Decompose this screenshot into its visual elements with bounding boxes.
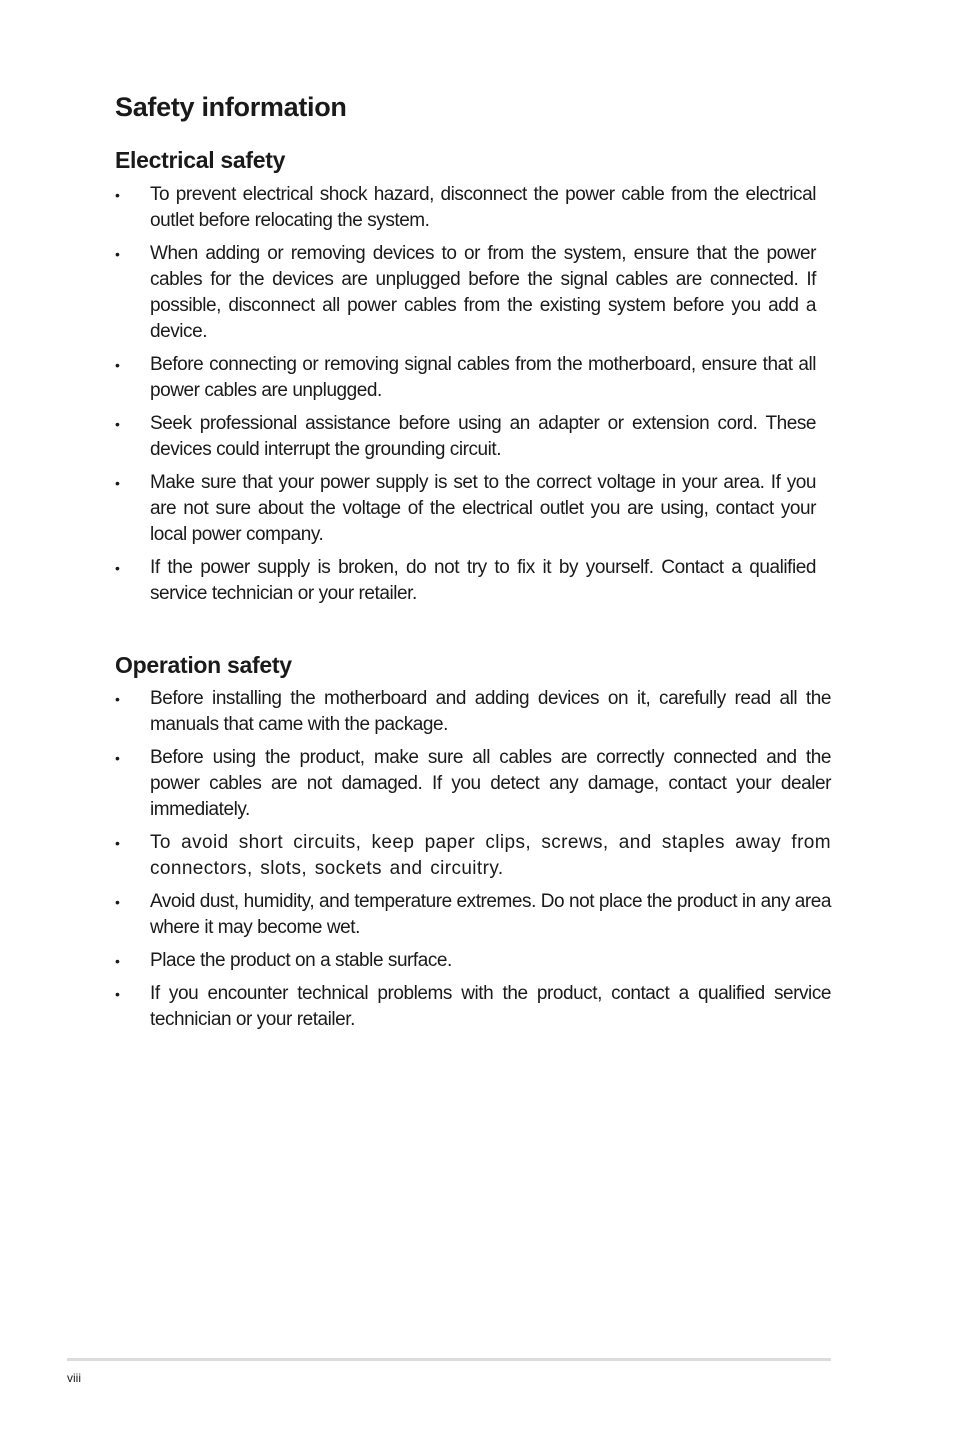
list-item-text: To avoid short circuits, keep paper clips, screws, and staples away from connectors, slots, sockets and circuitry. xyxy=(150,832,831,879)
list-item xyxy=(115,555,816,607)
list-item xyxy=(115,352,816,404)
page-number: viii xyxy=(67,1371,81,1385)
bullet-icon: • xyxy=(115,835,121,851)
bullet-icon: • xyxy=(115,187,120,203)
list-item xyxy=(115,948,831,974)
operation-safety-list xyxy=(115,686,831,1040)
section-heading-operation-safety: Operation safety xyxy=(115,652,292,678)
electrical-safety-list xyxy=(115,182,816,614)
section-heading-electrical-safety: Electrical safety xyxy=(115,147,286,173)
bullet-icon: • xyxy=(115,560,120,576)
list-item xyxy=(115,745,831,823)
list-item-text: Seek professional assistance before using an adapter or extension cord. These devices could interrupt the grounding circuit. xyxy=(150,413,816,460)
list-item xyxy=(115,241,816,345)
list-item xyxy=(115,470,816,548)
list-item-text: Make sure that your power supply is set to the correct voltage in your area. If you are not sure about the voltage of the electrical outlet you are using, contact your local power company. xyxy=(150,472,816,545)
page-title: Safety information xyxy=(115,92,347,122)
bullet-icon: • xyxy=(115,894,120,910)
list-item xyxy=(115,182,816,234)
list-item-text: To prevent electrical shock hazard, disconnect the power cable from the electrical outlet before relocating the system. xyxy=(150,184,816,231)
list-item xyxy=(115,411,816,463)
list-item xyxy=(115,686,831,738)
bullet-icon: • xyxy=(115,357,120,373)
list-item-text: Avoid dust, humidity, and temperature extremes. Do not place the product in any area where it may become wet. xyxy=(150,891,831,938)
bullet-icon: • xyxy=(115,986,120,1002)
list-item-text: If you encounter technical problems with the product, contact a qualified service technician or your retailer. xyxy=(150,983,831,1030)
bullet-icon: • xyxy=(115,953,120,969)
list-item xyxy=(115,981,831,1033)
list-item-text: Before using the product, make sure all cables are correctly connected and the power cables are not damaged. If you detect any damage, contact your dealer immediately. xyxy=(150,747,831,820)
list-item-text: Before installing the motherboard and adding devices on it, carefully read all the manuals that came with the package. xyxy=(150,688,831,735)
list-item-text: Place the product on a stable surface. xyxy=(150,950,452,971)
footer-divider xyxy=(67,1358,831,1361)
list-item xyxy=(115,889,831,941)
bullet-icon: • xyxy=(115,750,120,766)
bullet-icon: • xyxy=(115,246,120,262)
list-item-text: Before connecting or removing signal cables from the motherboard, ensure that all power cables are unplugged. xyxy=(150,354,816,401)
bullet-icon: • xyxy=(115,416,120,432)
bullet-icon: • xyxy=(115,691,120,707)
list-item-text: If the power supply is broken, do not try to fix it by yourself. Contact a qualified service technician or your retailer. xyxy=(150,557,816,604)
list-item-text: When adding or removing devices to or from the system, ensure that the power cables for the devices are unplugged before the signal cables are connected. If possible, disconnect all power cables from the existing system before you add a device. xyxy=(150,243,816,342)
list-item xyxy=(115,830,831,882)
bullet-icon: • xyxy=(115,475,120,491)
